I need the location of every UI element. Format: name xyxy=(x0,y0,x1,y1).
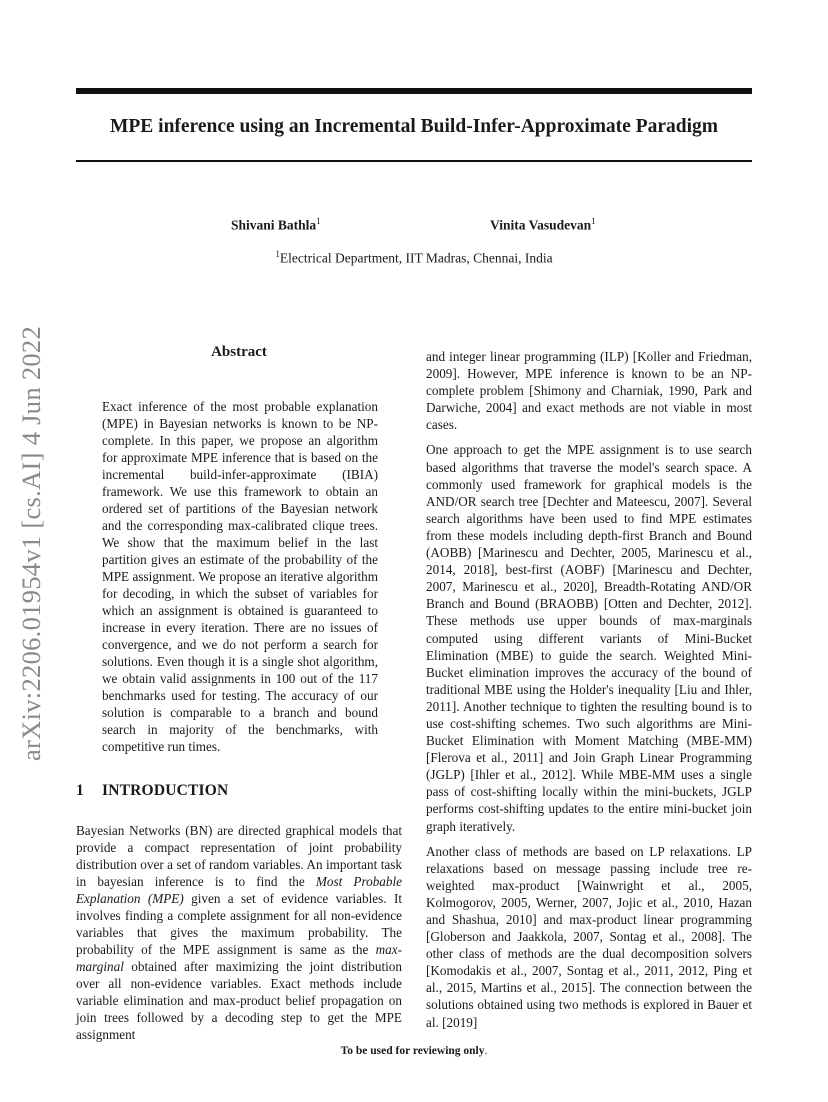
author-1-name: Shivani Bathla xyxy=(231,217,317,233)
affiliation xyxy=(76,249,752,267)
review-footer xyxy=(76,1045,752,1057)
intro-p1-emphasis-mpe: Most Probable Explanation (MPE) xyxy=(76,874,402,906)
author-1 xyxy=(231,216,321,234)
intro-p1-part-a: Bayesian Networks (BN) are directed graphical models that provide a compact representation of joint probability distribution over a set of random variables. An important task in bayesian inference is to find the xyxy=(76,823,402,889)
section-number: 1 xyxy=(76,782,84,799)
intro-p1-emphasis-max-marginal: max-marginal xyxy=(76,942,402,974)
author-1-mark: 1 xyxy=(316,216,321,226)
right-paragraph-2: One approach to get the MPE assignment is to use search based algorithms that traverse the model's search space. A commonly used framework for graphical models is the AND/OR search tree [Dechter and Mateescu, 2007]. Several search algorithms have been used to find MPE estimates from these models including depth-first Branch and Bound (AOBB) [Marinescu and Dechter, 2005, Marinescu et al., 2014, 2018], best-first (AOBF) [Marinescu and Dechter, 2007, Marinescu et al., 2020], Breadth-Rotating AND/OR Branch and Bound (BRAOBB) [Otten and Dechter, 2012]. These methods use upper bounds of max-marginals computed using different variants of Mini-Bucket Elimination (MBE) to guide the search. Weighted Mini-Bucket elimination improves the accuracy of the bound of traditional MBE using the Holder's inequality [Liu and Ihler, 2011]. Another technique to tighten the resulting bound is to use cost-shifting schemes. Two such algorithms are Mini-Bucket Elimination with Moment Matching (MBE-MM) [Flerova et al., 2011] and Join Graph Linear Programming (JGLP) [Ihler et al., 2012]. While MBE-MM uses a single pass of cost-shifting locally within the mini-buckets, JGLP performs cost-shifting updates to the entire mini-bucket join graph iteratively. xyxy=(426,442,752,834)
section-title: INTRODUCTION xyxy=(102,782,229,799)
paper-title: MPE inference using an Incremental Build-Infer-Approximate Paradigm xyxy=(109,116,719,137)
footer-period: . xyxy=(484,1045,488,1057)
author-2-mark: 1 xyxy=(591,216,596,226)
right-column xyxy=(426,348,752,1039)
section-heading-introduction xyxy=(76,782,228,800)
author-2-name: Vinita Vasudevan xyxy=(490,217,592,233)
right-paragraph-3: Another class of methods are based on LP relaxations. LP relaxations based on message passing include tree re-weighted max-product [Wainwright et al., 2005, Kolmogorov, 2005, Werner, 2007, Jojic et al., 2010, Hazan and Shashua, 2010] and max-product linear programming [Globerson and Jaakkola, 2007, Sontag et al., 2008]. The other class of methods are the dual decomposition solvers [Komodakis et al., 2007, Sontag et al., 2011, 2012, Ping et al., 2015, Martins et al., 2015]. The connection between the solutions obtained using two methods is explored in Bauer et al. [2019] xyxy=(426,843,752,1030)
affiliation-mark: 1 xyxy=(275,249,280,259)
footer-bold-text: To be used for reviewing only xyxy=(340,1045,485,1057)
intro-paragraph-1 xyxy=(76,822,402,1043)
affiliation-text: Electrical Department, IIT Madras, Chennai, India xyxy=(279,250,553,266)
abstract-heading: Abstract xyxy=(211,344,267,360)
title-rule-top xyxy=(76,88,752,94)
intro-p1-part-b: given a set of evidence variables. It involves finding a complete assignment for all non-evidence variables that gives the maximum probability. The probability of the MPE assignment is same as the xyxy=(76,891,402,957)
arxiv-identifier-text: arXiv:2206.01954v1 [cs.AI] 4 Jun 2022 xyxy=(16,325,47,761)
arxiv-identifier xyxy=(9,312,55,774)
title-rule-bottom xyxy=(76,160,752,162)
intro-p1-part-c: obtained after maximizing the joint distribution over all non-evidence variables. Exact methods include variable elimination and max-product belief propagation on join trees followed by a decoding step to get the MPE assignment xyxy=(76,959,402,1042)
author-2 xyxy=(490,216,596,234)
abstract-body: Exact inference of the most probable explanation (MPE) in Bayesian networks is known to be NP-complete. In this paper, we propose an algorithm for approximate MPE inference that is based on the incremental build-infer-approximate (IBIA) framework. We use this framework to obtain an ordered set of partitions of the Bayesian network and the corresponding max-calibrated clique trees. We show that the maximum belief in the last partition gives an estimate of the probability of the MPE assignment. We propose an iterative algorithm for decoding, in which the subset of variables for which an assignment is obtained is guaranteed to increase in every iteration. There are no issues of convergence, and we do not perform a search for solutions. Even though it is a single shot algorithm, we obtain valid assignments in 100 out of the 117 benchmarks used for testing. The accuracy of our solution is comparable to a branch and bound search in majority of the benchmarks, with competitive run times. xyxy=(102,399,378,754)
right-paragraph-1: and integer linear programming (ILP) [Koller and Friedman, 2009]. However, MPE inference is known to be an NP-complete problem [Shimony and Charniak, 1990, Park and Darwiche, 2004] and exact methods are not viable in most cases. xyxy=(426,349,752,433)
